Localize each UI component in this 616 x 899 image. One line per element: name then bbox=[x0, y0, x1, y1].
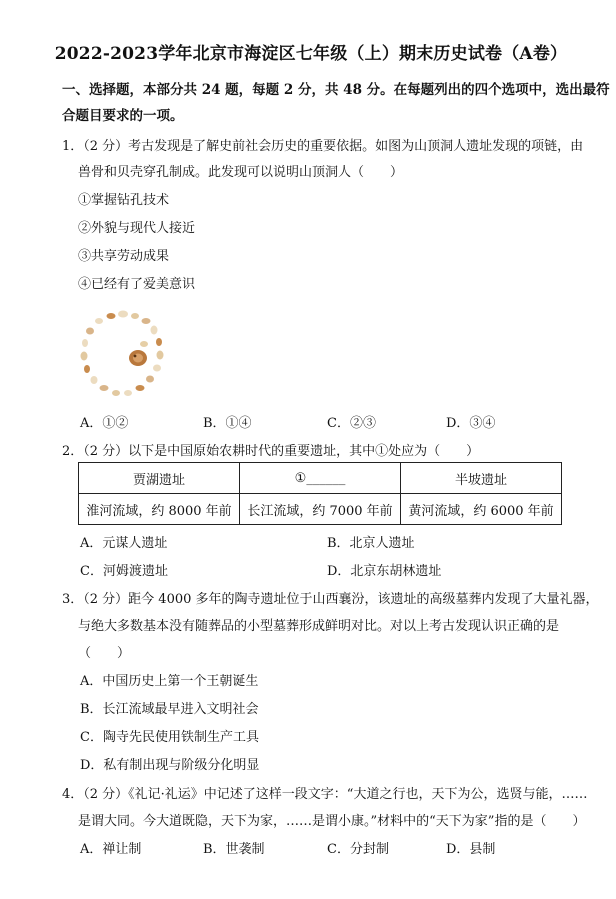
section-instructions-line1: 一、选择题，本部分共 24 题，每题 2 分，共 48 分。在每题列出的四个选项中，选出最符 bbox=[62, 82, 610, 98]
q1-item-4: ④已经有了爱美意识 bbox=[78, 277, 196, 292]
q4-stem-line1: 4．（2 分）《礼记·礼运》中记述了这样一段文字：“大道之行也，天下为公，选贤与能，…… bbox=[62, 787, 588, 802]
table-header-row bbox=[79, 463, 562, 494]
table-cell: 长江流域，约 7000 年前 bbox=[240, 494, 401, 525]
necklace-image bbox=[78, 306, 168, 402]
table-cell: 淮河流域，约 8000 年前 bbox=[79, 494, 240, 525]
section-instructions-line2: 合题目要求的一项。 bbox=[62, 108, 184, 124]
q1-item-3: ③共享劳动成果 bbox=[78, 249, 170, 264]
q3-stem-line1: 3．（2 分）距今 4000 多年的陶寺遗址位于山西襄汾，该遗址的高级墓葬内发现了大量礼器， bbox=[62, 592, 599, 607]
q1-stem-line2: 兽骨和贝壳穿孔制成。此发现可以说明山顶洞人（ ） bbox=[78, 165, 404, 180]
table-cell: 黄河流域，约 6000 年前 bbox=[401, 494, 562, 525]
q3-option-d[interactable]: D．私有制出现与阶级分化明显 bbox=[80, 758, 260, 773]
q2-option-c[interactable]: C．河姆渡遗址 bbox=[80, 564, 168, 579]
table-header-cell: 半坡遗址 bbox=[401, 463, 562, 494]
table-header-cell: 贾湖遗址 bbox=[79, 463, 240, 494]
q4-stem-line2: 是谓大同。今大道既隐，天下为家，……是谓小康。”材料中的“天下为家”指的是（ ） bbox=[78, 814, 586, 829]
sites-table bbox=[78, 462, 562, 525]
table-header-cell: ①______ bbox=[240, 463, 401, 494]
q2-option-b[interactable]: B．北京人遗址 bbox=[327, 536, 415, 551]
table-row bbox=[79, 494, 562, 525]
q1-option-c[interactable]: C．②③ bbox=[327, 416, 376, 431]
q3-option-b[interactable]: B．长江流域最早进入文明社会 bbox=[80, 702, 259, 717]
q3-stem-line3: （ ） bbox=[78, 646, 131, 661]
q1-stem-line1: 1．（2 分）考古发现是了解史前社会历史的重要依据。如图为山顶洞人遗址发现的项链，由 bbox=[62, 139, 584, 154]
q4-option-a[interactable]: A．禅让制 bbox=[80, 842, 142, 857]
q4-option-d[interactable]: D．县制 bbox=[446, 842, 496, 857]
q3-option-a[interactable]: A．中国历史上第一个王朝诞生 bbox=[80, 674, 259, 689]
q1-option-b[interactable]: B．①④ bbox=[203, 416, 252, 431]
bead-ring bbox=[81, 311, 164, 397]
q1-option-a[interactable]: A．①② bbox=[80, 416, 129, 431]
q2-stem: 2．（2 分）以下是中国原始农耕时代的重要遗址，其中①处应为（ ） bbox=[62, 444, 480, 459]
q1-option-d[interactable]: D．③④ bbox=[446, 416, 496, 431]
q4-option-c[interactable]: C．分封制 bbox=[327, 842, 389, 857]
q2-option-a[interactable]: A．元谋人遗址 bbox=[80, 536, 168, 551]
page-title: 2022-2023学年北京市海淀区七年级（上）期末历史试卷（A卷） bbox=[54, 44, 568, 64]
q2-option-d[interactable]: D．北京东胡林遗址 bbox=[327, 564, 442, 579]
q3-option-c[interactable]: C．陶寺先民使用铁制生产工具 bbox=[80, 730, 259, 745]
q3-stem-line2: 与绝大多数基本没有随葬品的小型墓葬形成鲜明对比。对以上考古发现认识正确的是 bbox=[78, 619, 560, 634]
q1-item-1: ①掌握钻孔技术 bbox=[78, 193, 170, 208]
q1-item-2: ②外貌与现代人接近 bbox=[78, 221, 196, 236]
q4-option-b[interactable]: B．世袭制 bbox=[203, 842, 265, 857]
